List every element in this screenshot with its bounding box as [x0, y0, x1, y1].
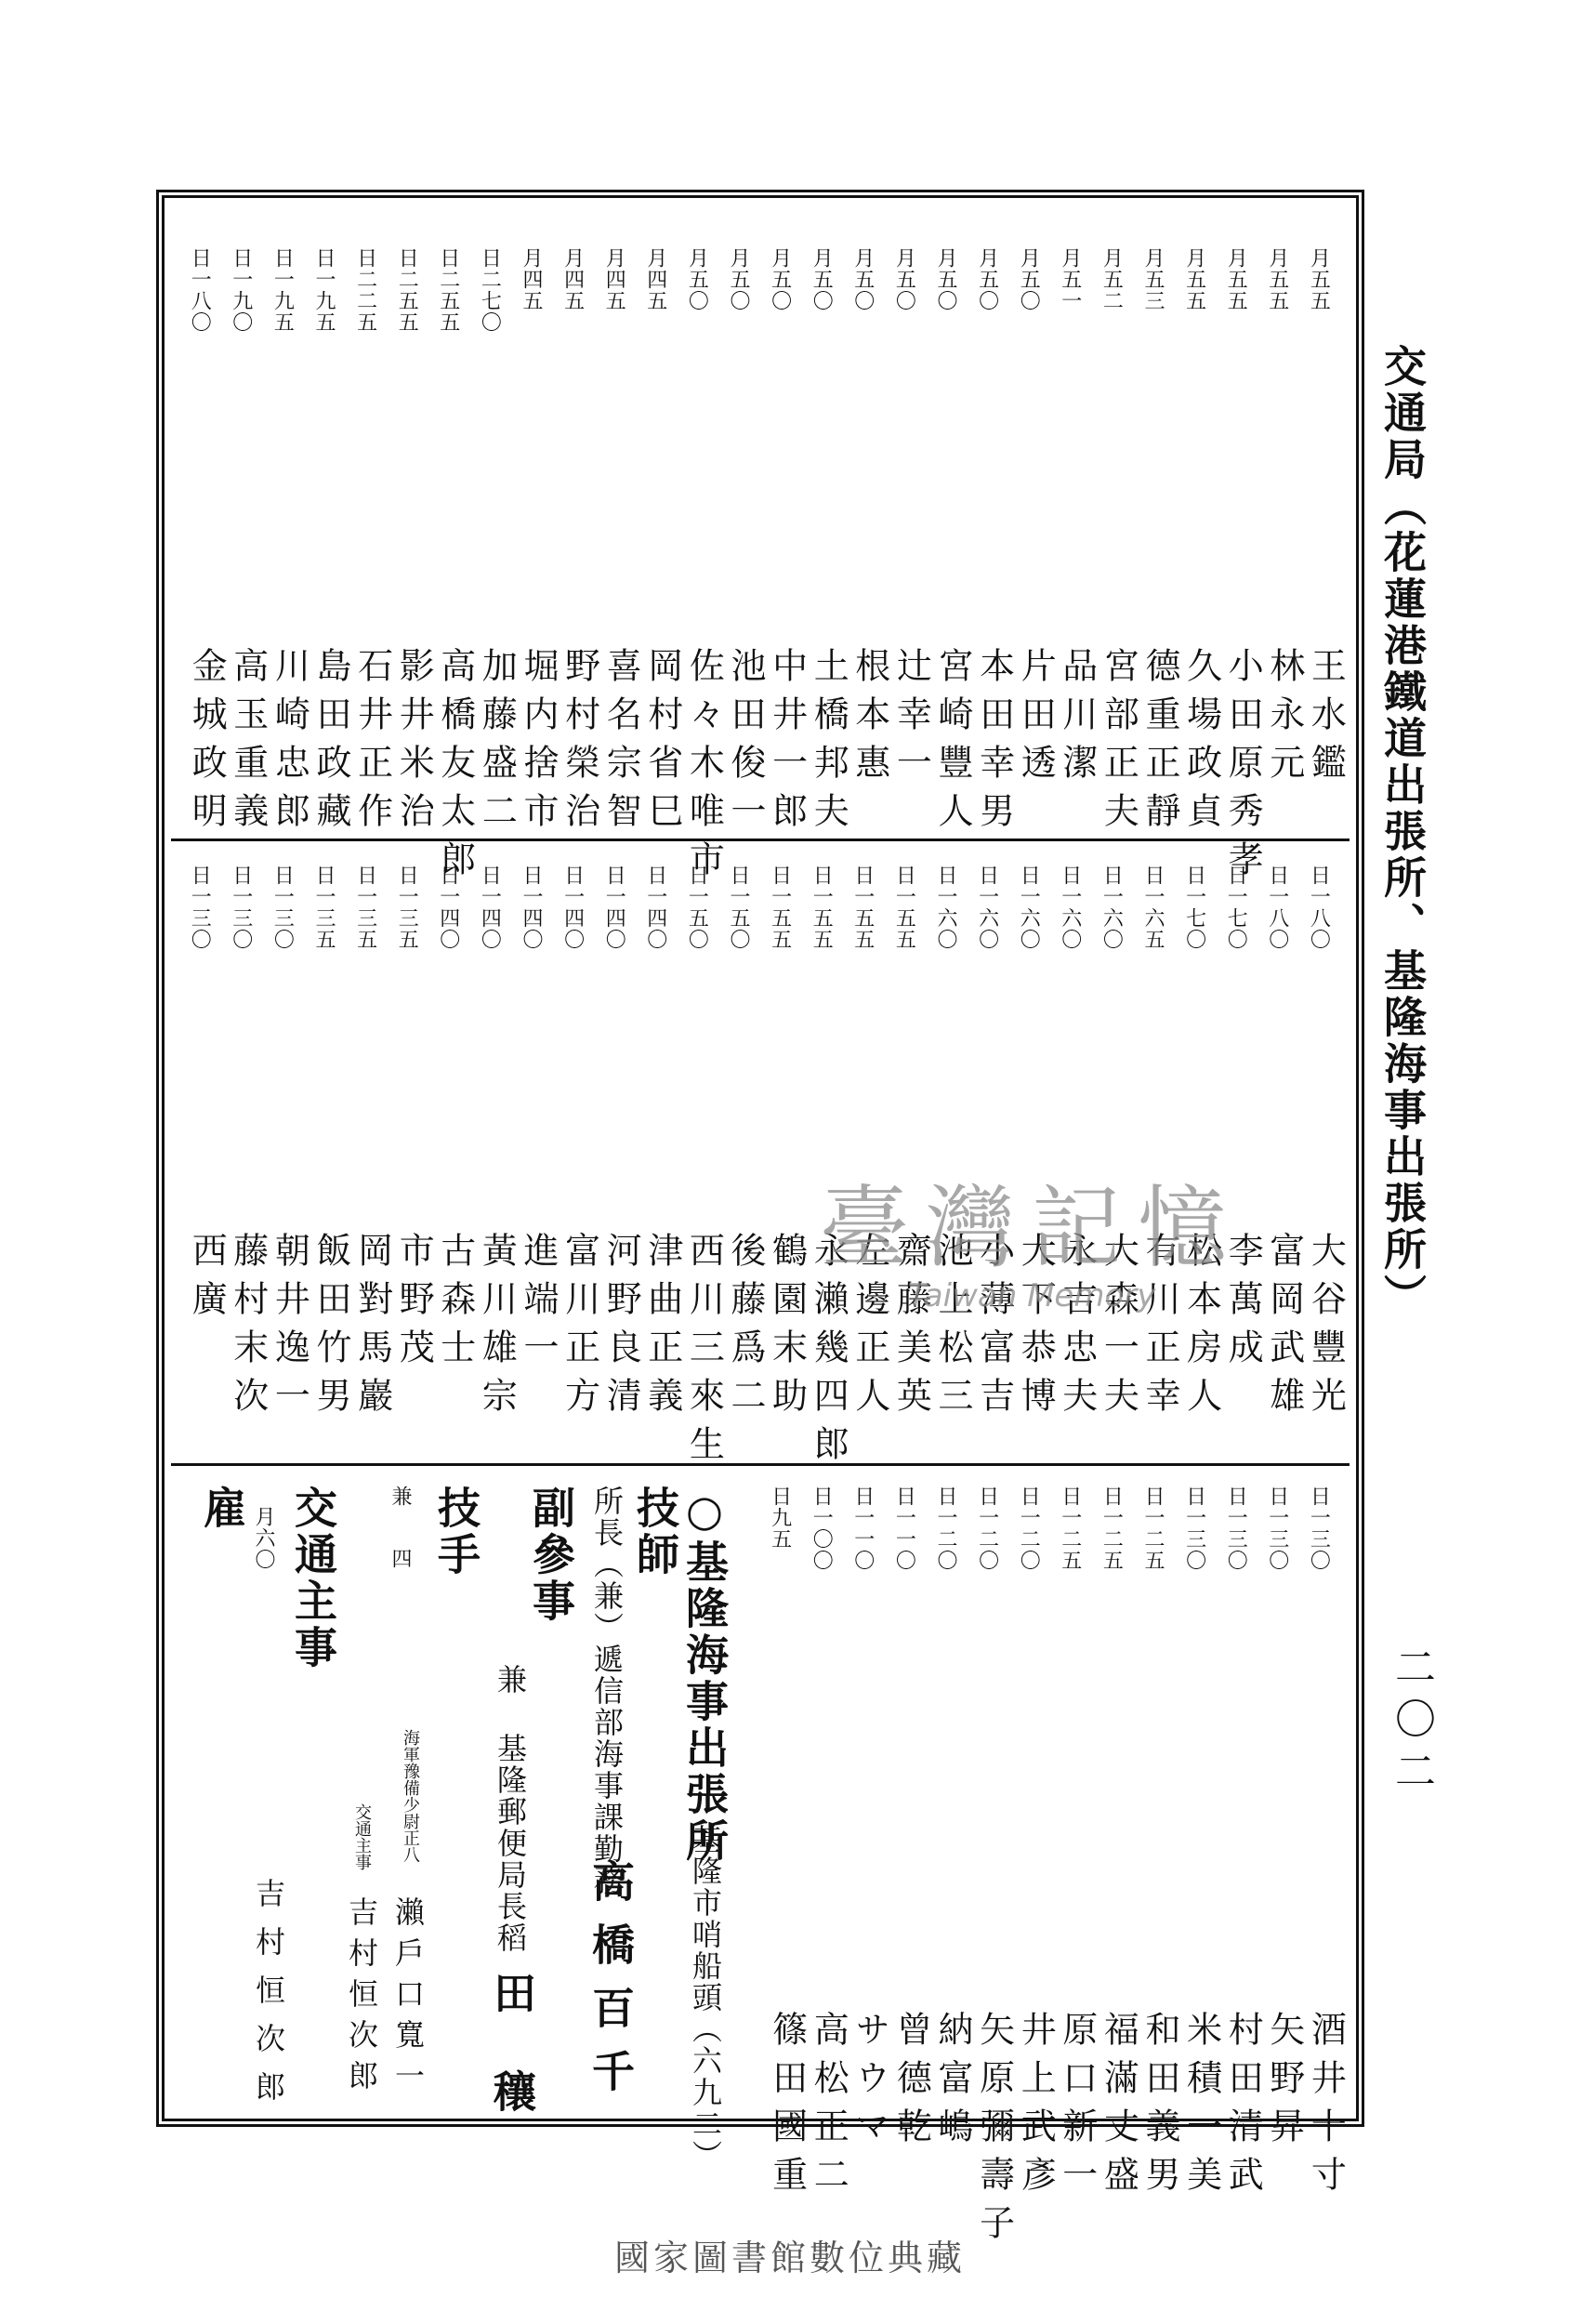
roster-entry	[221, 855, 269, 1458]
person-name: 喜名宗智	[600, 647, 642, 840]
person-name: 島田政藏	[310, 647, 351, 840]
salary-date: 月五〇	[1017, 247, 1041, 311]
person-name: 土橋邦夫	[808, 647, 849, 840]
person-name: 李萬成	[1222, 1232, 1264, 1377]
person-name: 酒井十寸	[1305, 2011, 1347, 2204]
salary-date: 日二五五	[395, 247, 419, 333]
person-name: 高松正二	[808, 2011, 849, 2204]
salary-date: 月五五	[1265, 247, 1289, 311]
person-name: 和田義男	[1139, 2011, 1180, 2204]
person-name: 岡村省巳	[641, 647, 683, 840]
person-name: 池上松三	[932, 1232, 973, 1425]
running-head: 交通局（花蓮港鐵道出張所、基隆海事出張所）	[1377, 344, 1428, 1320]
person-name: 片田透	[1015, 647, 1057, 792]
shuji-salary: 月六〇	[252, 1506, 275, 1570]
person-name: 本田幸男	[973, 647, 1015, 840]
roster-tier-1	[171, 238, 1350, 889]
gishu-note: 海軍豫備少尉正八	[401, 1729, 420, 1863]
person-name: 朝井逸一	[269, 1232, 310, 1425]
salary-date: 日一二五	[1099, 1486, 1124, 1571]
salary-date: 日一八〇	[1307, 865, 1331, 950]
watermark-english: Taiwan Memory	[907, 1277, 1156, 1314]
footer-archive-label: 國家圖書館數位典藏	[613, 2238, 966, 2278]
gishu-name: 瀨戶口寬一	[390, 1896, 426, 2101]
salary-date: 月五〇	[727, 247, 750, 311]
roster-entry	[179, 855, 228, 1458]
person-name: 黃川雄宗	[476, 1232, 518, 1425]
salary-date: 日一五五	[810, 865, 834, 950]
salary-date: 日一六〇	[934, 865, 957, 950]
gishu-title: 技手	[431, 1486, 481, 1578]
salary-date: 日一三〇	[270, 865, 295, 950]
salary-date: 日一四〇	[478, 865, 502, 950]
person-name: サウマ	[849, 2011, 890, 2156]
salary-date: 月五〇	[768, 247, 792, 311]
salary-date: 月五〇	[975, 247, 999, 311]
person-name: 川崎忠郎	[269, 647, 310, 840]
person-name: 原口新一	[1056, 2011, 1098, 2204]
salary-date: 日一三〇	[1182, 1486, 1206, 1571]
person-name: 中井一郎	[766, 647, 808, 840]
person-name: 村田清武	[1222, 2011, 1264, 2204]
person-name: 德重正靜	[1139, 647, 1180, 840]
office-address: 基隆市哨船頭（六九二）	[688, 1824, 723, 2172]
person-name: 鶴園末助	[766, 1232, 808, 1425]
salary-date: 日一四〇	[643, 865, 667, 950]
salary-date: 日一八〇	[188, 247, 212, 333]
person-name: 進端一	[518, 1232, 559, 1377]
salary-date: 日一二〇	[975, 1486, 999, 1571]
fukusanji-title: 副參事	[526, 1486, 576, 1625]
salary-date: 日一六〇	[1099, 865, 1124, 950]
salary-date: 日一五五	[892, 865, 916, 950]
salary-date: 月四五	[520, 247, 543, 311]
tier-divider	[171, 1463, 1350, 1466]
salary-date: 日一三〇	[1307, 1486, 1331, 1571]
person-name: 納富嶋	[932, 2011, 973, 2156]
salary-date: 日一三〇	[1224, 1486, 1248, 1571]
person-name: 飯田竹男	[310, 1232, 351, 1425]
person-name: 永吉忠夫	[1056, 1232, 1098, 1425]
gishu2-note: 交通主事	[352, 1803, 372, 1870]
person-name: 金城政明	[186, 647, 228, 840]
salary-date: 日一四〇	[436, 865, 460, 950]
fukusanji-description: 兼 基隆郵便局長稻	[493, 1664, 528, 1954]
salary-date: 日二五五	[436, 247, 460, 333]
gishu2-name: 吉村恒次郎	[344, 1896, 379, 2101]
person-name: 津曲正義	[641, 1232, 683, 1425]
yatoi-title: 雇	[197, 1486, 247, 1532]
person-name: 河野良清	[600, 1232, 642, 1425]
salary-date: 日一三〇	[1265, 1486, 1289, 1571]
salary-date: 日一五〇	[727, 865, 750, 950]
salary-date: 月四五	[560, 247, 585, 311]
person-name: 久場政貞	[1180, 647, 1222, 840]
person-name: 矢原彌壽子	[973, 2011, 1015, 2252]
roster-tier-2	[171, 855, 1350, 1473]
salary-date: 日一九五	[312, 247, 336, 333]
person-name: 大谷豐光	[1305, 1232, 1347, 1425]
person-name: 矢野昇	[1263, 2011, 1305, 2156]
salary-date: 月五五	[1224, 247, 1248, 311]
person-name: 富岡武雄	[1263, 1232, 1305, 1425]
salary-date: 月四五	[602, 247, 626, 311]
salary-date: 日一九五	[270, 247, 295, 333]
salary-date: 日一七〇	[1224, 865, 1248, 950]
salary-date: 日一八〇	[1265, 865, 1289, 950]
person-name: 西廣	[186, 1232, 228, 1328]
salary-date: 日一四〇	[520, 865, 543, 950]
person-name: 福滿丈盛	[1098, 2011, 1139, 2204]
shuji-name: 吉村恒次郎	[251, 1878, 286, 2119]
salary-date: 日一六〇	[1058, 865, 1082, 950]
person-name: 永瀨幾四郎	[808, 1232, 849, 1473]
salary-date: 月五三	[1141, 247, 1165, 311]
person-name: 石井正作	[351, 647, 393, 840]
person-name: 西川三來生	[683, 1232, 725, 1473]
salary-date: 日一六〇	[975, 865, 999, 950]
salary-date: 日一三五	[353, 865, 377, 950]
salary-date: 日二二五	[353, 247, 377, 333]
salary-date: 月五〇	[850, 247, 875, 311]
person-name: 岡對馬巖	[351, 1232, 393, 1425]
person-name: 齋藤美英	[890, 1232, 932, 1425]
salary-date: 月四五	[643, 247, 667, 311]
salary-date: 日二七〇	[478, 247, 502, 333]
watermark-text: 臺灣記憶	[820, 1176, 1244, 1280]
gishi-name: 高橋百千	[586, 1859, 636, 2112]
salary-date: 日一七〇	[1182, 865, 1206, 950]
person-name: 松本房人	[1180, 1232, 1222, 1425]
salary-date: 日一一〇	[892, 1486, 916, 1571]
person-name: 高玉重義	[227, 647, 269, 840]
salary-date: 月五〇	[810, 247, 834, 311]
person-name: 堀内捨市	[518, 647, 559, 840]
salary-date: 月五五	[1182, 247, 1206, 311]
salary-date: 日一一〇	[850, 1486, 875, 1571]
person-name: 根本惠	[849, 647, 890, 792]
person-name: 池田俊一	[725, 647, 766, 840]
salary-date: 日一二〇	[1017, 1486, 1041, 1571]
person-name: 影井米治	[393, 647, 435, 840]
office-title: ○基隆海事出張所	[679, 1486, 730, 1865]
person-name: 曾德乾	[890, 2011, 932, 2156]
person-name: 米積一美	[1180, 2011, 1222, 2204]
person-name: 加藤盛二	[476, 647, 518, 840]
salary-date: 日一五〇	[685, 865, 709, 950]
salary-date: 日九五	[768, 1486, 792, 1550]
person-name: 王水鑑	[1305, 647, 1347, 792]
salary-date: 月五〇	[892, 247, 916, 311]
salary-date: 月五五	[1307, 247, 1331, 311]
person-name: 辻幸一	[890, 647, 932, 792]
gishi-description: 所長（兼）遞信部海事課勤務	[589, 1486, 625, 1896]
gishi-title: 技師	[630, 1486, 680, 1578]
salary-date: 日一三〇	[188, 865, 212, 950]
salary-date: 日一三五	[312, 865, 336, 950]
salary-date: 日一四〇	[560, 865, 585, 950]
person-name: 大下恭博	[1015, 1232, 1057, 1425]
salary-date: 日一二五	[1141, 1486, 1165, 1571]
person-name: 古森士	[434, 1232, 476, 1377]
gishu-rank: 兼 四	[388, 1486, 412, 1578]
person-name: 小薄富吉	[973, 1232, 1015, 1425]
person-name: 左邊正人	[849, 1232, 890, 1425]
person-name: 宮部正夫	[1098, 647, 1139, 840]
person-name: 野村榮治	[559, 647, 600, 840]
roster-entry	[760, 1476, 808, 2204]
person-name: 藤村末次	[227, 1232, 269, 1425]
salary-date: 日一五五	[768, 865, 792, 950]
person-name: 有川正幸	[1139, 1232, 1180, 1425]
person-name: 富川正方	[559, 1232, 600, 1425]
person-name: 林永元	[1263, 647, 1305, 792]
person-name: 後藤爲二	[725, 1232, 766, 1425]
person-name: 井上武彥	[1015, 2011, 1057, 2204]
salary-date: 日一〇〇	[810, 1486, 834, 1571]
watermark	[790, 1157, 1273, 1314]
fukusanji-name: 田穰	[487, 1971, 537, 2168]
salary-date: 日一二〇	[934, 1486, 957, 1571]
roster-entry	[179, 238, 228, 840]
salary-date: 日一六五	[1141, 865, 1165, 950]
salary-date: 日一九〇	[229, 247, 253, 333]
salary-date: 日一四〇	[602, 865, 626, 950]
person-name: 小田原秀孝	[1222, 647, 1264, 889]
salary-date: 日一五五	[850, 865, 875, 950]
salary-date: 月五〇	[934, 247, 957, 311]
salary-date: 日一六〇	[1017, 865, 1041, 950]
salary-date: 月五一	[1058, 247, 1082, 311]
person-name: 篠田國重	[766, 2011, 808, 2204]
person-name: 宮崎豐人	[932, 647, 973, 840]
salary-date: 月五〇	[685, 247, 709, 311]
person-name: 大森一夫	[1098, 1232, 1139, 1425]
person-name: 品川潔	[1056, 647, 1098, 792]
salary-date: 日一三五	[395, 865, 419, 950]
person-name: 高橋友太郎	[434, 647, 476, 889]
shuji-title: 交通主事	[288, 1486, 338, 1671]
salary-date: 日一二五	[1058, 1486, 1082, 1571]
person-name: 佐々木唯市	[683, 647, 725, 889]
salary-date: 日一三〇	[229, 865, 253, 950]
salary-date: 月五二	[1099, 247, 1124, 311]
person-name: 市野茂	[393, 1232, 435, 1377]
page-number: 二〇二	[1388, 1645, 1435, 1802]
